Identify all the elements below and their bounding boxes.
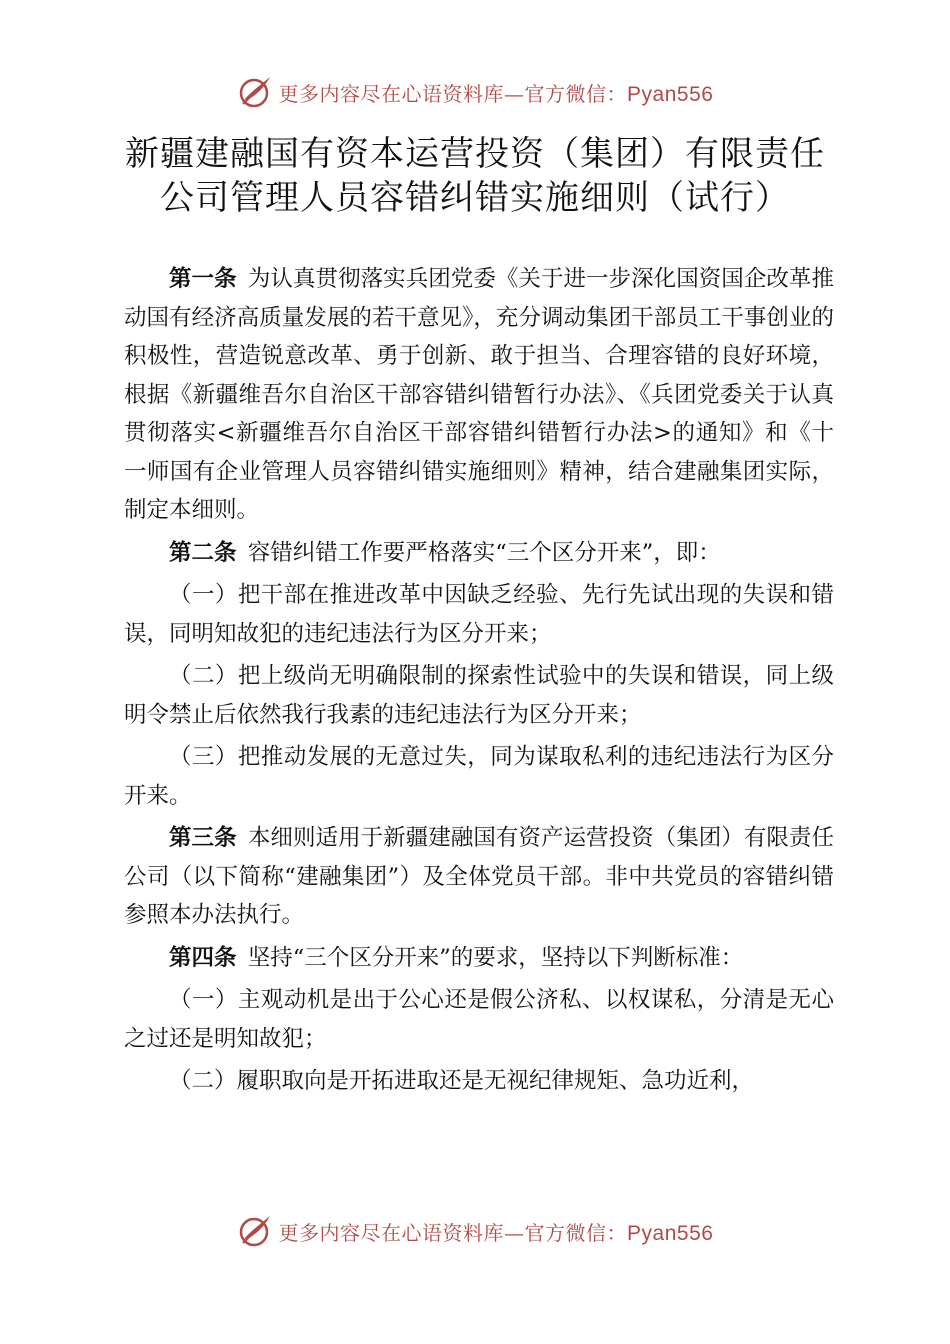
article-3 xyxy=(124,819,834,935)
watermark-text-cn: 更多内容尽在心语资料库—官方微信： xyxy=(278,81,628,106)
document-body xyxy=(124,260,834,1101)
article-4-item-2 xyxy=(124,1062,834,1101)
item-text: （三）把推动发展的无意过失，同为谋取私利的违纪违法行为区分开来。 xyxy=(124,744,834,809)
article-text: 为认真贯彻落实兵团党委《关于进一步深化国资国企改革推动国有经济高质量发展的若干意见》，充分调动集团干部员工干事创业的积极性，营造锐意改革、勇于创新、敢于担当、合理容错的良好环境，根据《新疆维吾尔自治区干部容错纠错暂行办法》、《兵团党委关于认真贯彻落实<新疆维吾尔自治区干部容错纠错暂行办法>的通知》和《十一师国有企业管理人员容错纠错实施细则》精神，结合建融集团实际，制定本细则。 xyxy=(124,266,834,523)
article-label: 第二条 xyxy=(169,539,237,566)
watermark-text-cn: 更多内容尽在心语资料库—官方微信： xyxy=(278,1220,628,1245)
article-label: 第三条 xyxy=(169,825,237,851)
watermark-header xyxy=(0,70,950,114)
watermark-footer xyxy=(0,1209,950,1253)
article-1 xyxy=(124,260,834,530)
article-2-item-3 xyxy=(124,738,834,815)
title-line-2: 公司管理人员容错纠错实施细则（试行） xyxy=(160,178,790,218)
quill-logo-icon xyxy=(237,1213,273,1249)
article-text: 本细则适用于新疆建融国有资产运营投资（集团）有限责任公司（以下简称“建融集团”）及全体党员干部。非中共党员的容错纠错参照本办法执行。 xyxy=(124,825,834,928)
article-2 xyxy=(124,534,834,573)
article-text: 坚持“三个区分开来”的要求，坚持以下判断标准： xyxy=(247,944,744,971)
article-label: 第一条 xyxy=(169,266,237,292)
watermark-wechat-id: Pyan556 xyxy=(627,82,714,106)
quill-logo-icon xyxy=(237,74,273,110)
item-text: （一）把干部在推进改革中因缺乏经验、先行先试出现的失误和错误，同明知故犯的违纪违法行为区分开来； xyxy=(124,582,834,647)
watermark-text xyxy=(279,78,714,107)
article-label: 第四条 xyxy=(169,944,237,971)
article-2-item-2 xyxy=(124,657,834,734)
article-text: 容错纠错工作要严格落实“三个区分开来”，即： xyxy=(247,539,721,566)
watermark-wechat-id: Pyan556 xyxy=(627,1221,714,1245)
item-text: （一）主观动机是出于公心还是假公济私、以权谋私，分清是无心之过还是明知故犯； xyxy=(124,987,834,1052)
item-text: （二）履职取向是开拓进取还是无视纪律规矩、急功近利， xyxy=(169,1068,755,1094)
item-text: （二）把上级尚无明确限制的探索性试验中的失误和错误，同上级明令禁止后依然我行我素的违纪违法行为区分开来； xyxy=(124,663,834,728)
document-title xyxy=(0,132,950,220)
watermark-text xyxy=(279,1217,714,1246)
article-4 xyxy=(124,939,834,978)
title-line-1: 新疆建融国有资本运营投资（集团）有限责任 xyxy=(125,134,825,174)
article-2-item-1 xyxy=(124,576,834,653)
article-4-item-1 xyxy=(124,981,834,1058)
